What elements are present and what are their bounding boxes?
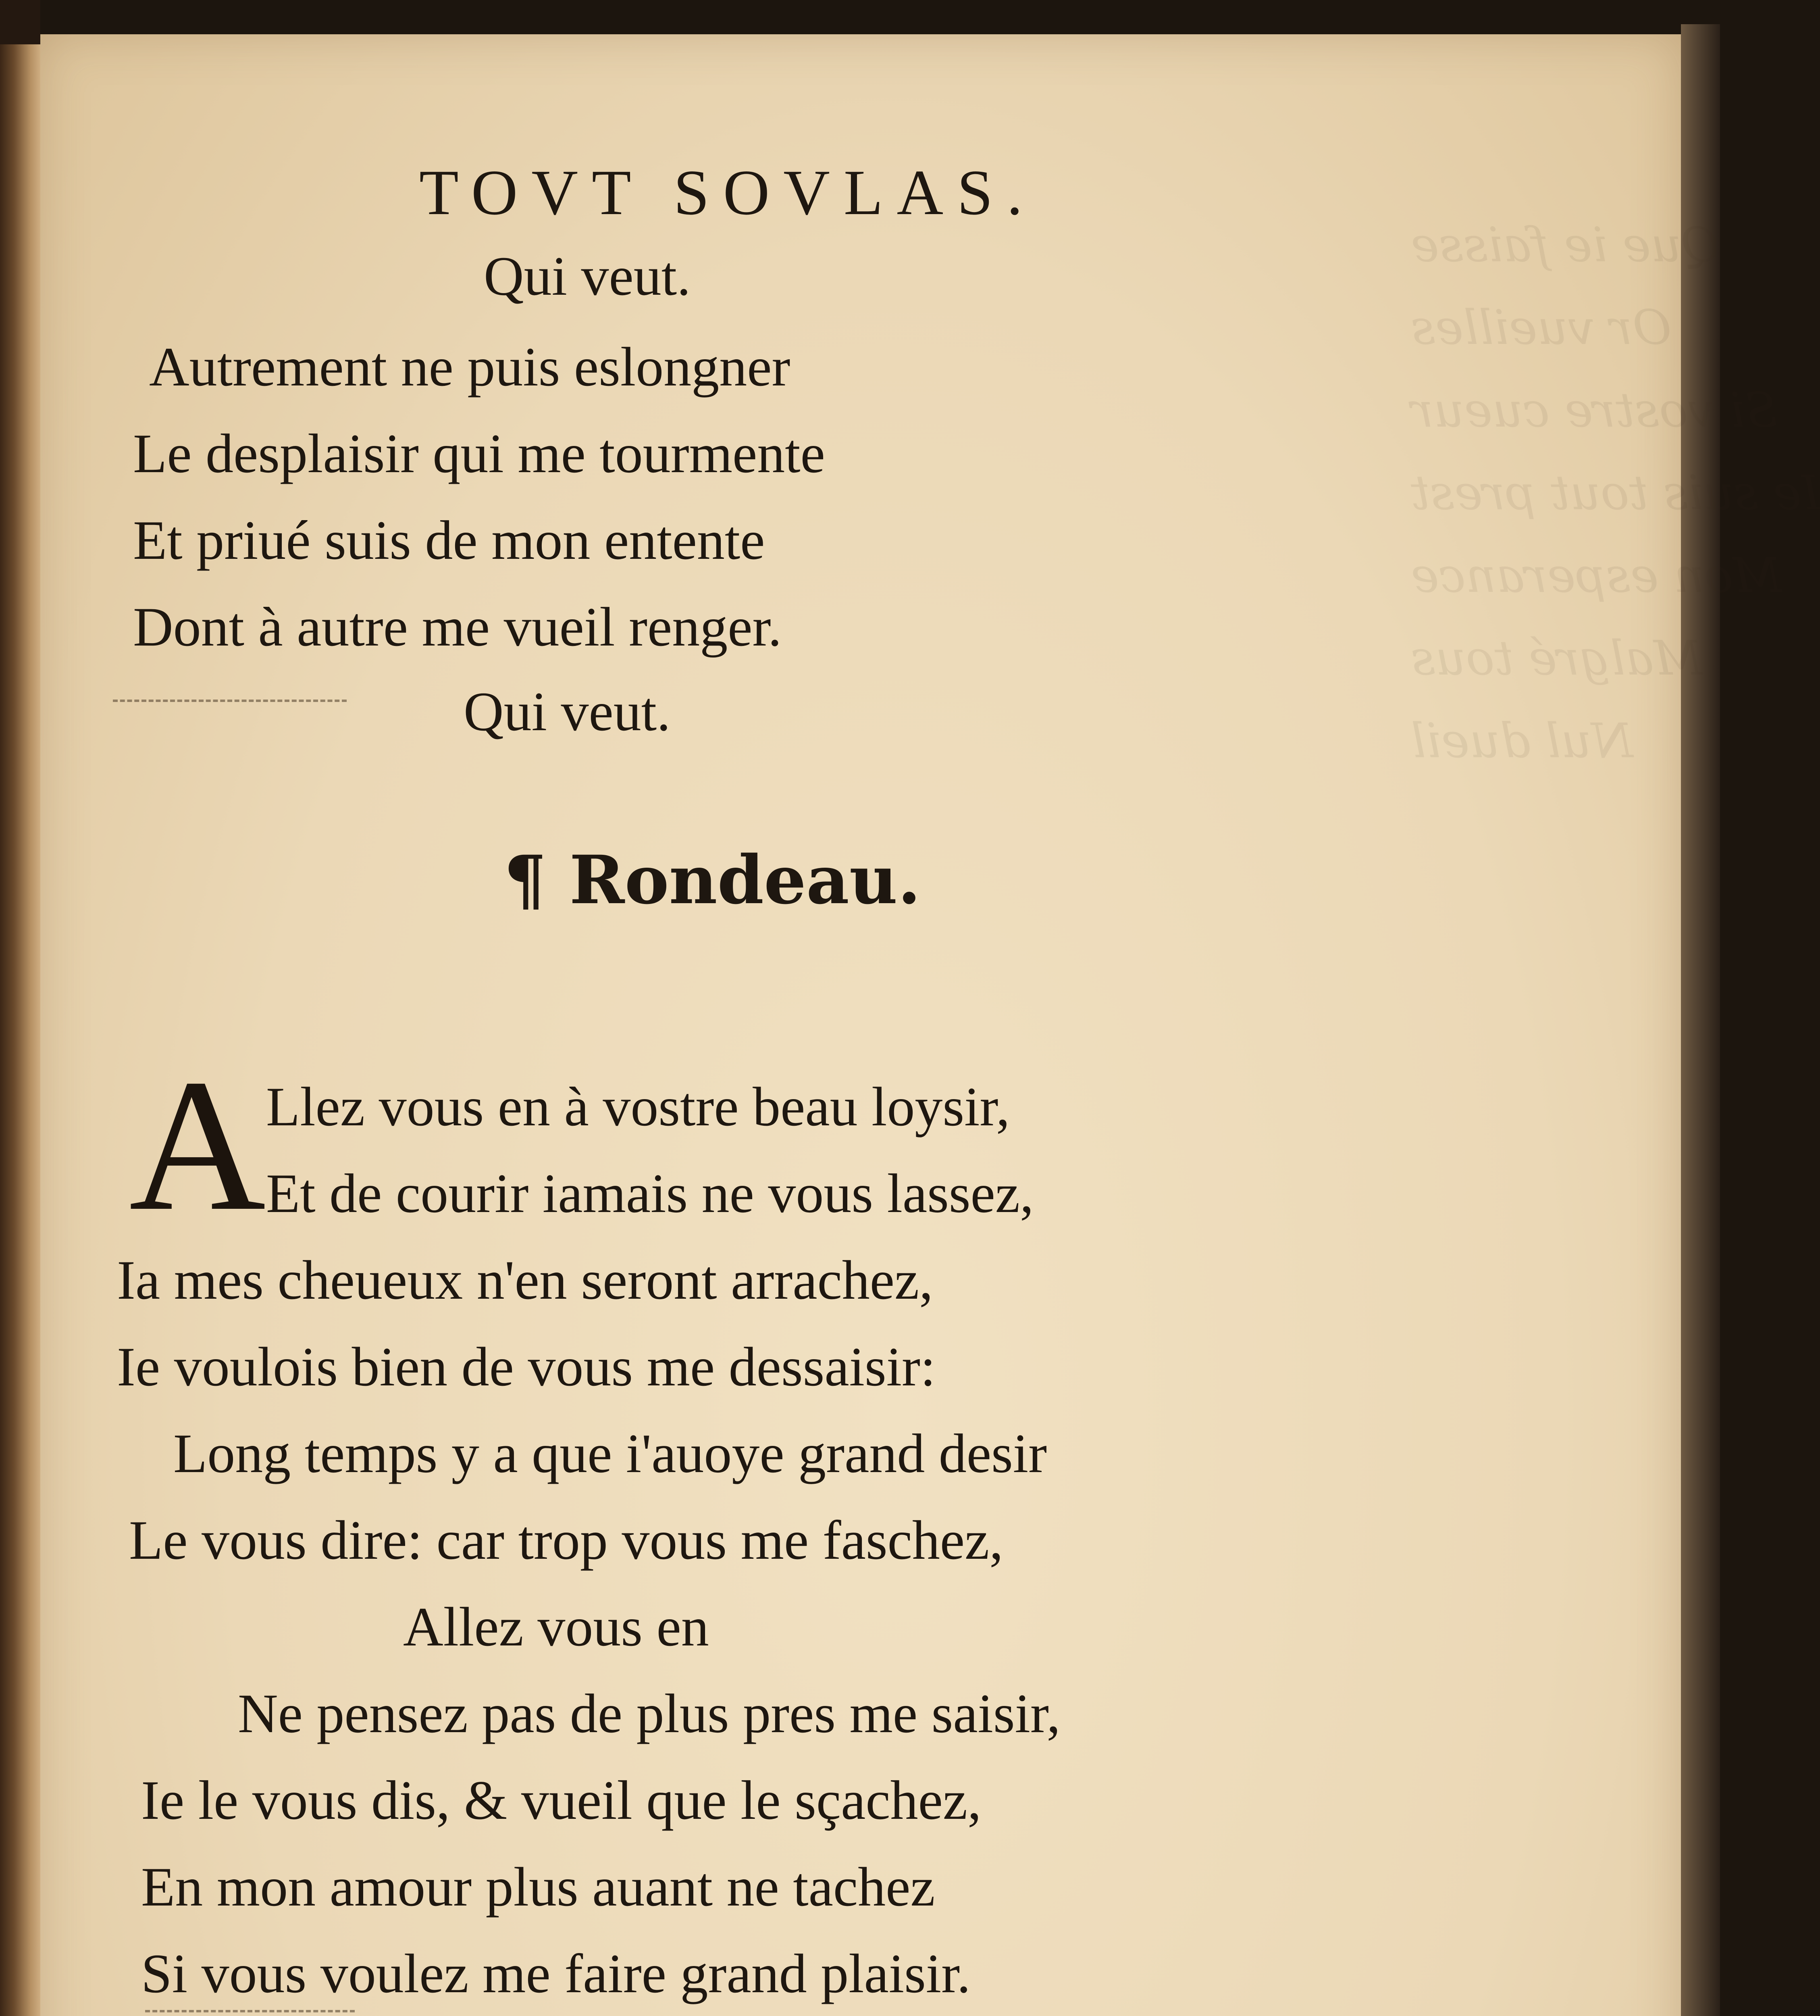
verse-line: Et de courir iamais ne vous lassez,: [266, 1162, 1034, 1224]
verse-line: Le vous dire: car trop vous me faschez,: [129, 1509, 1003, 1571]
refrain-line: Allez vous en: [403, 1596, 709, 1658]
verse-line: En mon amour plus auant ne tachez: [141, 1856, 935, 1918]
verse-line: Ie voulois bien de vous me dessaisir:: [117, 1336, 936, 1397]
verse-line: Si vous voulez me faire grand plaisir.: [141, 1943, 971, 2004]
refrain-bottom: Qui veut.: [464, 681, 671, 742]
spine-tab: [0, 0, 40, 44]
verse-line: Ie le vous dis, & vueil que le sçachez,: [141, 1769, 982, 1831]
ink-smudge: [145, 2010, 355, 2012]
verse-line: Dont à autre me vueil renger.: [133, 596, 782, 658]
verse-line: Ne pensez pas de plus pres me saisir,: [238, 1683, 1061, 1744]
running-header: TOVT SOVLAS.: [419, 156, 1037, 228]
verse-line: Long temps y a que i'auoye grand desir: [173, 1422, 1047, 1484]
show-through: Que ie faisse Or vueilles Si vostre cueur Ie suis tout prest Mon esperance Malgré tous Nul dueil: [1411, 217, 1820, 768]
rondeau-title-1: ¶ Rondeau.: [504, 841, 921, 919]
book-page: [40, 34, 1820, 2016]
verse-line: Et priué suis de mon entente: [133, 509, 765, 571]
verse-line: Ia mes cheueux n'en seront arrachez,: [117, 1249, 933, 1311]
ink-smudge: [113, 700, 347, 702]
verse-line: Autrement ne puis eslongner: [149, 336, 790, 398]
drop-capital-a: A: [129, 1040, 266, 1250]
book-spine-edge: [0, 0, 40, 2016]
verse-line: Le desplaisir qui me tourmente: [133, 423, 825, 484]
refrain-top: Qui veut.: [484, 245, 691, 307]
verse-line: Llez vous en à vostre beau loysir,: [266, 1076, 1010, 1137]
